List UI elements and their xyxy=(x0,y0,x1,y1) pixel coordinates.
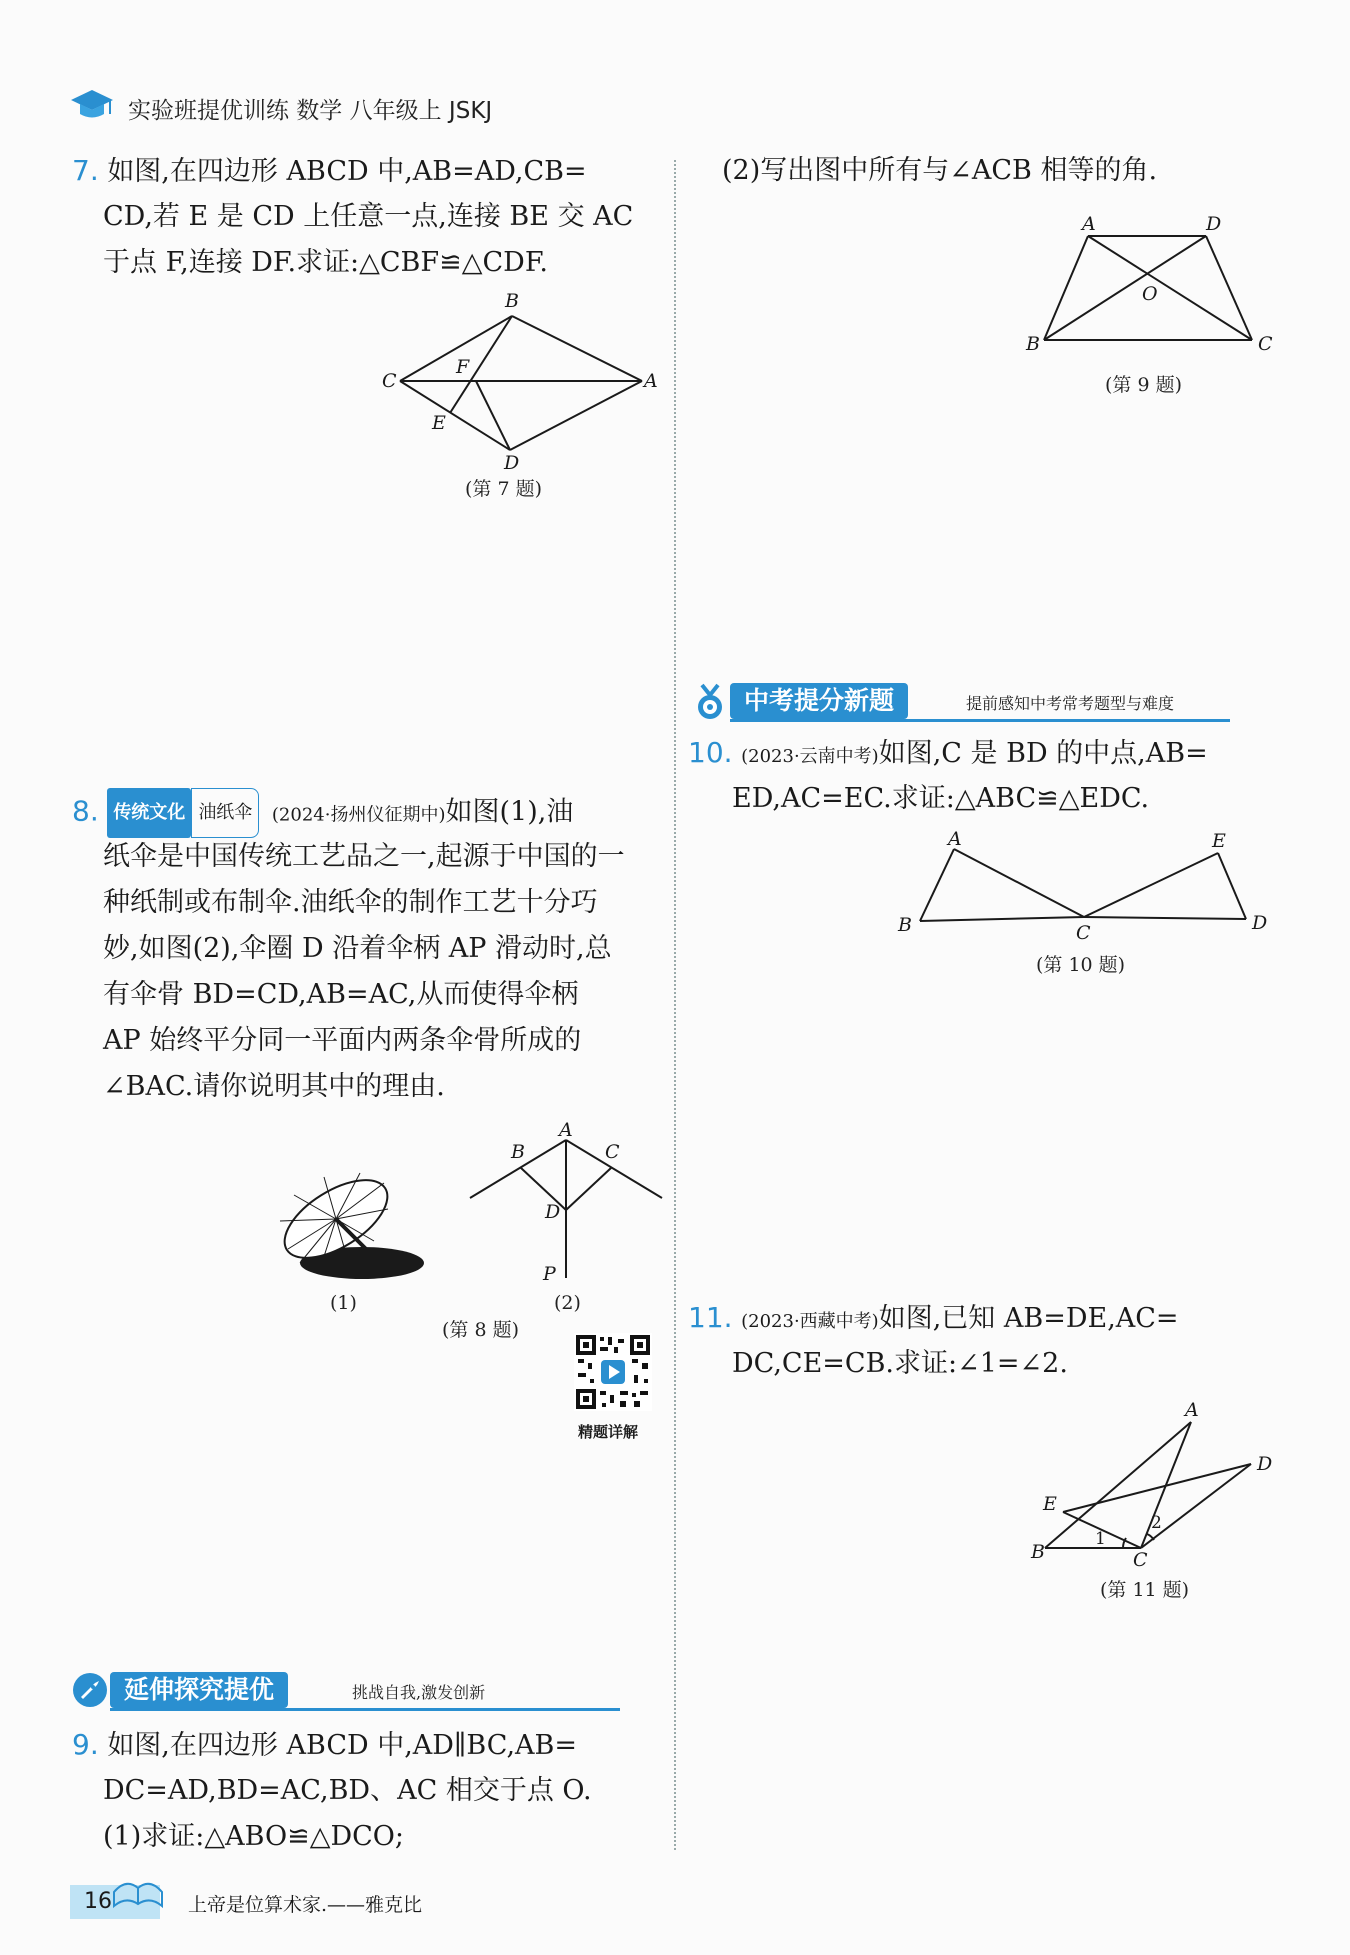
q7-label-a: A xyxy=(644,370,658,392)
q11-line-2: DC,CE=CB.求证:∠1=∠2. xyxy=(732,1348,1068,1379)
section-exam-subtitle: 提前感知中考常考题型与难度 xyxy=(966,694,1175,713)
section-extend-title: 延伸探究提优 xyxy=(110,1672,288,1708)
graduation-cap-icon xyxy=(70,88,114,126)
q10-caption: (第 10 题) xyxy=(1036,954,1126,976)
q8-figure-2 xyxy=(465,1118,665,1293)
q9-label-c: C xyxy=(1258,333,1273,355)
q11-caption: (第 11 题) xyxy=(1100,1579,1190,1601)
q7-line-3: 于点 F,连接 DF.求证:△CBF≌△CDF. xyxy=(103,247,548,278)
q7-number: 7. xyxy=(72,154,99,187)
q8-fig2-caption: (2) xyxy=(554,1292,581,1314)
section-extend-rule xyxy=(110,1708,620,1711)
q8-line-1: 8. 传统文化 油纸伞 (2024·扬州仪征期中)如图(1),油 xyxy=(72,788,573,839)
q7-label-c: C xyxy=(382,370,397,392)
q7-label-d: D xyxy=(504,452,520,474)
q7-line-2: CD,若 E 是 CD 上任意一点,连接 BE 交 AC xyxy=(103,201,634,232)
q10-label-c: C xyxy=(1076,922,1091,944)
q11-angle-2: 2 xyxy=(1151,1513,1162,1533)
q9-line-1: 9. 如图,在四边形 ABCD 中,AD∥BC,AB= xyxy=(72,1728,577,1761)
q7-label-f: F xyxy=(456,356,470,378)
q11-label-e: E xyxy=(1043,1493,1057,1515)
q11-label-d: D xyxy=(1257,1453,1273,1475)
q8-line-7: ∠BAC.请你说明其中的理由. xyxy=(103,1071,445,1102)
q8-line-3: 种纸制或布制伞.油纸伞的制作工艺十分巧 xyxy=(103,887,598,918)
q9-caption: (第 9 题) xyxy=(1105,374,1182,396)
q10-label-e: E xyxy=(1212,830,1226,852)
medal-icon xyxy=(690,683,730,721)
q9-line-2: DC=AD,BD=AC,BD、AC 相交于点 O. xyxy=(103,1775,592,1806)
q9-number: 9. xyxy=(72,1728,99,1761)
q8-label-a: A xyxy=(559,1119,573,1141)
q7-label-b: B xyxy=(505,290,519,312)
q11-label-b: B xyxy=(1031,1541,1045,1563)
rocket-icon xyxy=(70,1672,110,1708)
q9-figure xyxy=(1020,210,1290,360)
q8-line-2: 纸伞是中国传统工艺品之一,起源于中国的一 xyxy=(103,841,625,872)
q7-caption: (第 7 题) xyxy=(465,478,542,500)
q10-figure xyxy=(890,825,1280,950)
qr-label: 精题详解 xyxy=(578,1423,639,1441)
header-title: 实验班提优训练 数学 八年级上 JSKJ xyxy=(128,98,493,124)
q9-label-b: B xyxy=(1026,333,1040,355)
q11-label-c: C xyxy=(1133,1549,1148,1570)
q11-line-1: 11. (2023·西藏中考)如图,已知 AB=DE,AC= xyxy=(688,1301,1179,1334)
q9-label-o: O xyxy=(1142,283,1158,305)
q8-label-p: P xyxy=(543,1263,556,1285)
q10-line-1: 10. (2023·云南中考)如图,C 是 BD 的中点,AB= xyxy=(688,736,1208,769)
q8-label-d: D xyxy=(545,1201,561,1223)
q10-label-d: D xyxy=(1252,912,1268,934)
q10-label-a: A xyxy=(948,828,962,850)
q10-line-2: ED,AC=EC.求证:△ABC≌△EDC. xyxy=(732,783,1150,814)
q11-figure xyxy=(1025,1390,1285,1570)
section-exam-banner xyxy=(690,683,1240,723)
q8-source: (2024·扬州仪征期中) xyxy=(271,804,446,826)
q9-label-a: A xyxy=(1082,213,1096,235)
q8-fig1-caption: (1) xyxy=(330,1292,357,1314)
page-number: 16 xyxy=(70,1885,160,1919)
q8-line-5: 有伞骨 BD=CD,AB=AC,从而使得伞柄 xyxy=(103,979,579,1010)
q8-caption: (第 8 题) xyxy=(442,1319,519,1341)
section-exam-rule xyxy=(730,719,1230,722)
book-doodle-icon xyxy=(108,1872,168,1912)
q8-tag-traditional-culture: 传统文化 xyxy=(107,788,191,838)
qr-code-icon[interactable] xyxy=(574,1333,652,1411)
q7-label-e: E xyxy=(432,412,446,434)
q8-line-6: AP 始终平分同一平面内两条伞骨所成的 xyxy=(103,1025,582,1056)
q9-label-d: D xyxy=(1206,213,1222,235)
q8-tag-oil-paper-umbrella: 油纸伞 xyxy=(191,788,259,838)
section-extend-banner xyxy=(70,1672,620,1712)
q8-number: 8. xyxy=(72,794,99,828)
q11-number: 11. xyxy=(688,1301,733,1334)
q10-source: (2023·云南中考) xyxy=(741,746,879,767)
q10-label-b: B xyxy=(898,914,912,936)
q10-number: 10. xyxy=(688,736,733,769)
q11-angle-1: 1 xyxy=(1095,1529,1106,1549)
q9-part-2: (2)写出图中所有与∠ACB 相等的角. xyxy=(722,155,1158,186)
section-extend-subtitle: 挑战自我,激发创新 xyxy=(352,1683,486,1702)
section-exam-title: 中考提分新题 xyxy=(730,683,908,719)
q9-line-3: (1)求证:△ABO≌△DCO; xyxy=(103,1821,405,1852)
q8-line-4: 妙,如图(2),伞圈 D 沿着伞柄 AP 滑动时,总 xyxy=(103,933,612,964)
q11-label-a: A xyxy=(1185,1399,1199,1421)
q7-line-1: 7. 如图,在四边形 ABCD 中,AB=AD,CB= xyxy=(72,154,587,187)
q7-figure xyxy=(380,285,680,475)
footer-quote: 上帝是位算术家.——雅克比 xyxy=(188,1894,423,1916)
umbrella-illustration xyxy=(270,1165,430,1285)
q11-source: (2023·西藏中考) xyxy=(741,1311,879,1332)
q8-label-b: B xyxy=(511,1141,525,1163)
q8-label-c: C xyxy=(605,1141,620,1163)
